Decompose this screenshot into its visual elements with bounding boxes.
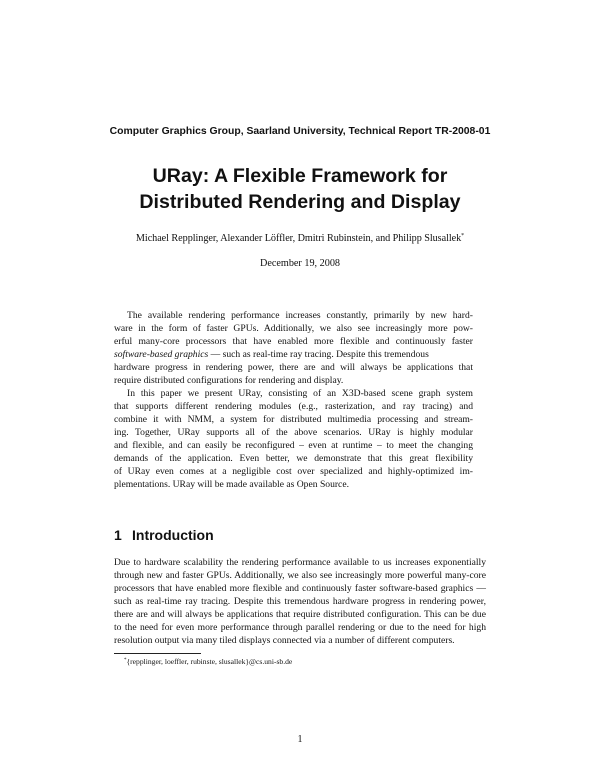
body-line: Due to hardware scalability the rendering performance available to us increases exponentially: [114, 557, 486, 568]
abstract-line: erful many-core processors that have enabled more flexible and continuously faster: [114, 336, 473, 347]
author-list: [0, 233, 600, 244]
abstract-line: plementations. URay will be made available as Open Source.: [114, 479, 349, 490]
body-line: such as real-time ray tracing. Despite this tremendous hardware progress in rendering power,: [114, 596, 486, 607]
abstract-line: demands of the application. Even better, we demonstrate that this great flexibility: [114, 453, 473, 464]
dash-text: —: [208, 349, 223, 360]
abstract-line: ware in the form of faster GPUs. Additionally, we also see increasingly more pow-: [114, 323, 473, 334]
authors-text: Michael Repplinger, Alexander Löffler, Dmitri Rubinstein, and Philipp Slusallek: [135, 233, 462, 244]
emphasis-text: software-based graphics: [114, 349, 209, 360]
abstract-line: that supports different rendering modules (e.g., rasterization, and ray tracing) and: [114, 401, 473, 412]
footnote-marker: *: [461, 233, 465, 239]
abstract-line: of URay even comes at a negligible cost over specialized and highly-optimized im-: [114, 466, 473, 477]
paper-title-line-2: Distributed Rendering and Display: [139, 191, 461, 213]
abstract-line: ing. Together, URay supports all of the above scenarios. URay is highly modular: [114, 427, 473, 438]
section-heading: [114, 527, 214, 543]
body-line: resolution output via many tiled displays connected via a number of different computers.: [114, 635, 455, 646]
body-line: there are and will always be applications that require distributed configuration. This can be due: [114, 609, 486, 620]
footnote-text: {repplinger, loeffler, rubinste, slusallek}@cs.uni-sb.de: [126, 657, 293, 666]
footnote: [124, 657, 292, 666]
footnote-rule: [114, 653, 201, 654]
abstract-line: hardware progress in rendering power, there are and will always be applications that: [114, 362, 473, 373]
abstract-line: and flexible, and can easily be reconfigured – even at runtime – to meet the changing: [114, 440, 473, 451]
section-title: Introduction: [132, 527, 214, 543]
abstract-line: The available rendering performance increases constantly, primarily by new hard-: [127, 310, 473, 321]
body-line: processors that have enabled more flexible and continuously faster software-based graphics —: [114, 583, 486, 594]
body-line: to the need for even more performance through parallel rendering or due to the need for high: [114, 622, 486, 633]
paper-date: December 19, 2008: [259, 258, 341, 269]
abstract-line-rest: such as real-time ray tracing. Despite this tremendous: [222, 349, 429, 360]
abstract-line: [114, 348, 473, 361]
abstract-line: In this paper we present URay, consisting of an X3D-based scene graph system: [127, 388, 473, 399]
body-line: through new and faster GPUs. Additionally, we also see increasingly more powerful many-core: [114, 570, 486, 581]
report-header: Computer Graphics Group, Saarland University, Technical Report TR-2008-01: [109, 126, 491, 137]
abstract-line: require distributed configurations for rendering and display.: [114, 375, 344, 386]
abstract-line: combine it with NMM, a system for distributed multimedia processing and stream-: [114, 414, 473, 425]
paper-title-line-1: URay: A Flexible Framework for: [152, 165, 448, 187]
section-number: 1: [114, 527, 122, 543]
footnote-marker: *: [124, 658, 127, 663]
page-number: 1: [297, 734, 303, 745]
